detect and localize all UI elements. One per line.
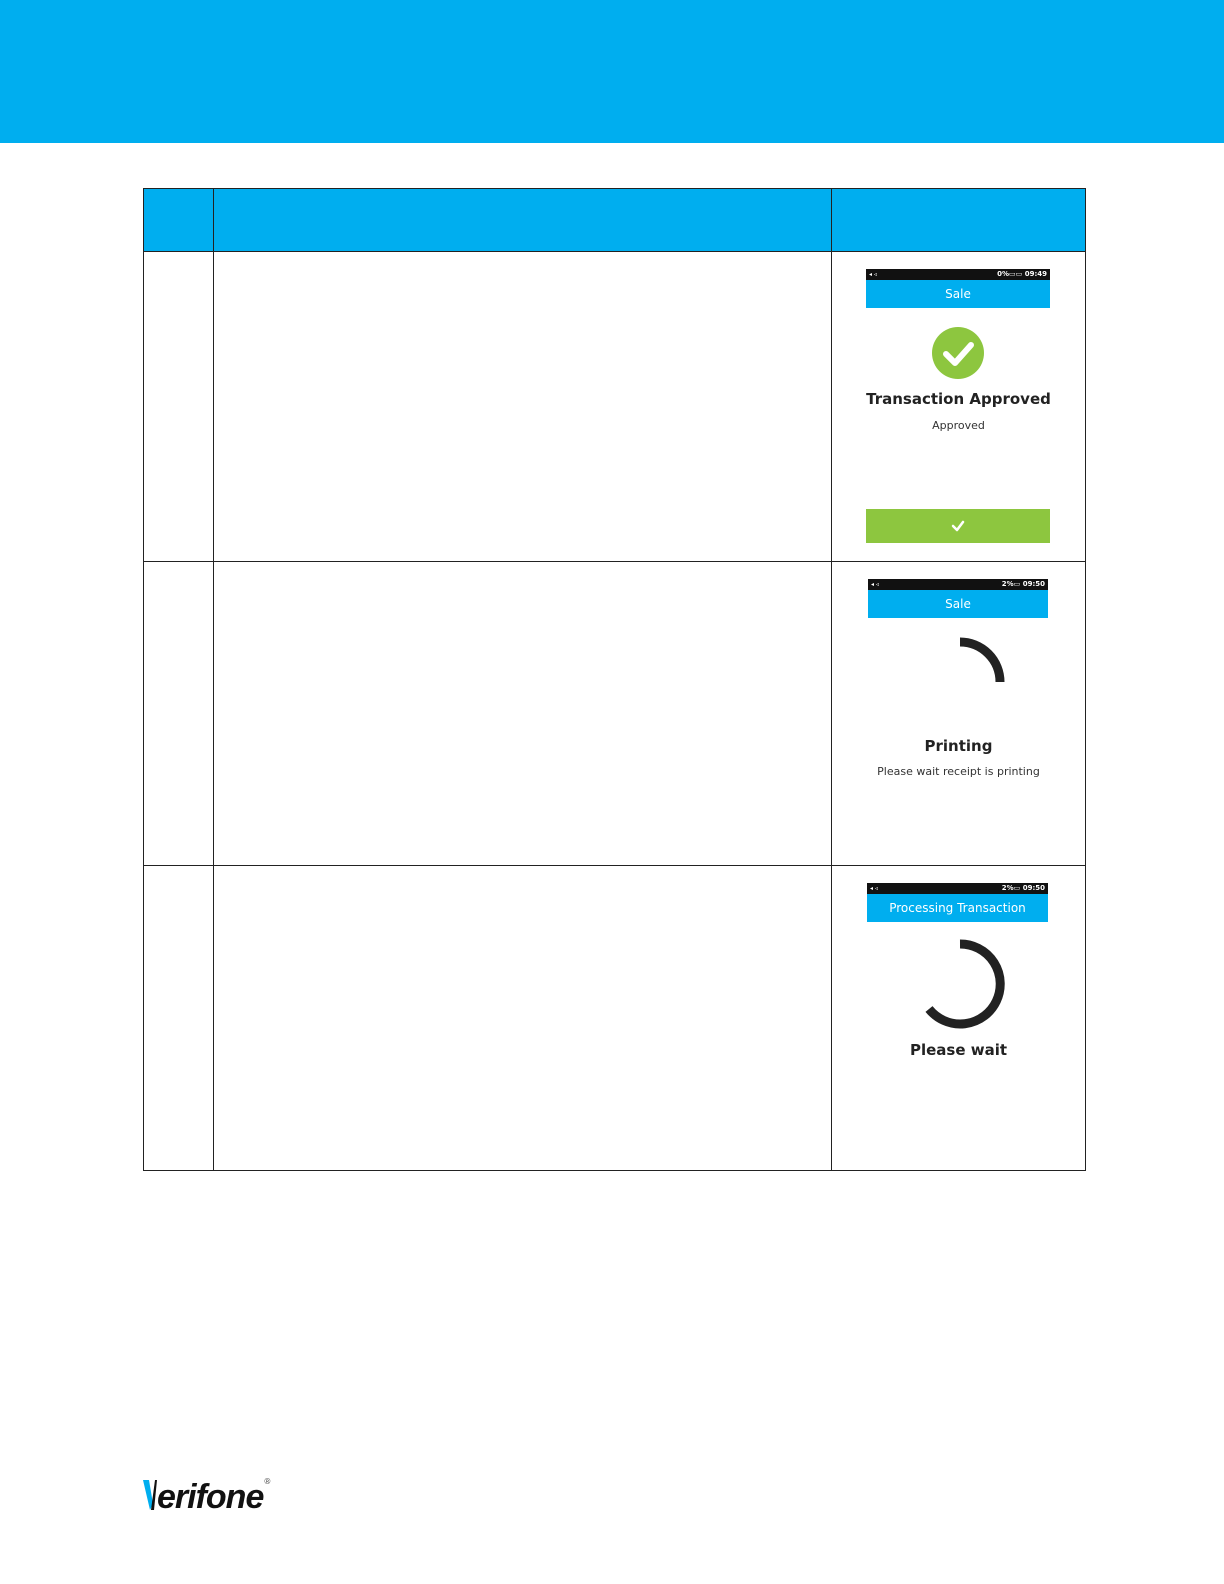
screen-subtext: Approved (932, 419, 985, 432)
table-row (144, 866, 1086, 1171)
status-bar (867, 883, 1048, 894)
screen-subtext: Please wait receipt is printing (877, 765, 1040, 778)
header-description-cell (214, 189, 832, 252)
spinner-icon (912, 936, 1008, 1032)
table-row (144, 562, 1086, 866)
description-cell (214, 562, 832, 866)
terminal-screen-processing (832, 866, 1085, 1170)
header-band (0, 0, 1224, 143)
connectivity-icons: ◂ ◃ (869, 271, 877, 278)
check-icon (951, 519, 965, 533)
screen-heading: Please wait (909, 1041, 1008, 1059)
screen-heading: Transaction Approved (866, 390, 1051, 408)
connectivity-icons: ◂ ◃ (870, 885, 878, 892)
battery-time: 2%▭ 09:50 (1001, 884, 1045, 892)
registered-mark: ® (263, 1477, 272, 1486)
logo-v-mark (143, 1478, 157, 1512)
steps-table (143, 188, 1086, 1171)
screen-title: Sale (866, 280, 1050, 308)
screen-cell (832, 866, 1086, 1171)
description-cell (214, 866, 832, 1171)
terminal-screen-approved (832, 252, 1085, 561)
step-cell (144, 866, 214, 1171)
spinner-icon (912, 634, 1008, 730)
step-cell (144, 252, 214, 562)
logo-text: erifone (157, 1478, 264, 1516)
description-cell (214, 252, 832, 562)
header-screen-cell (832, 189, 1086, 252)
terminal-screen-printing (832, 562, 1085, 865)
confirm-button[interactable] (866, 509, 1050, 543)
status-bar (868, 579, 1048, 590)
status-bar (866, 269, 1050, 280)
battery-time: 0%▭▭ 09:49 (997, 270, 1047, 278)
step-cell (144, 562, 214, 866)
screen-title: Sale (868, 590, 1048, 618)
screen-cell (832, 252, 1086, 562)
screen-title: Processing Transaction (867, 894, 1048, 922)
check-circle-icon (932, 327, 984, 379)
table-header-row (144, 189, 1086, 252)
header-step-cell (144, 189, 214, 252)
connectivity-icons: ◂ ◃ (871, 581, 879, 588)
table-row (144, 252, 1086, 562)
battery-time: 2%▭ 09:50 (1001, 580, 1045, 588)
screen-cell (832, 562, 1086, 866)
screen-heading: Printing (924, 737, 993, 755)
verifone-logo (143, 1477, 271, 1517)
